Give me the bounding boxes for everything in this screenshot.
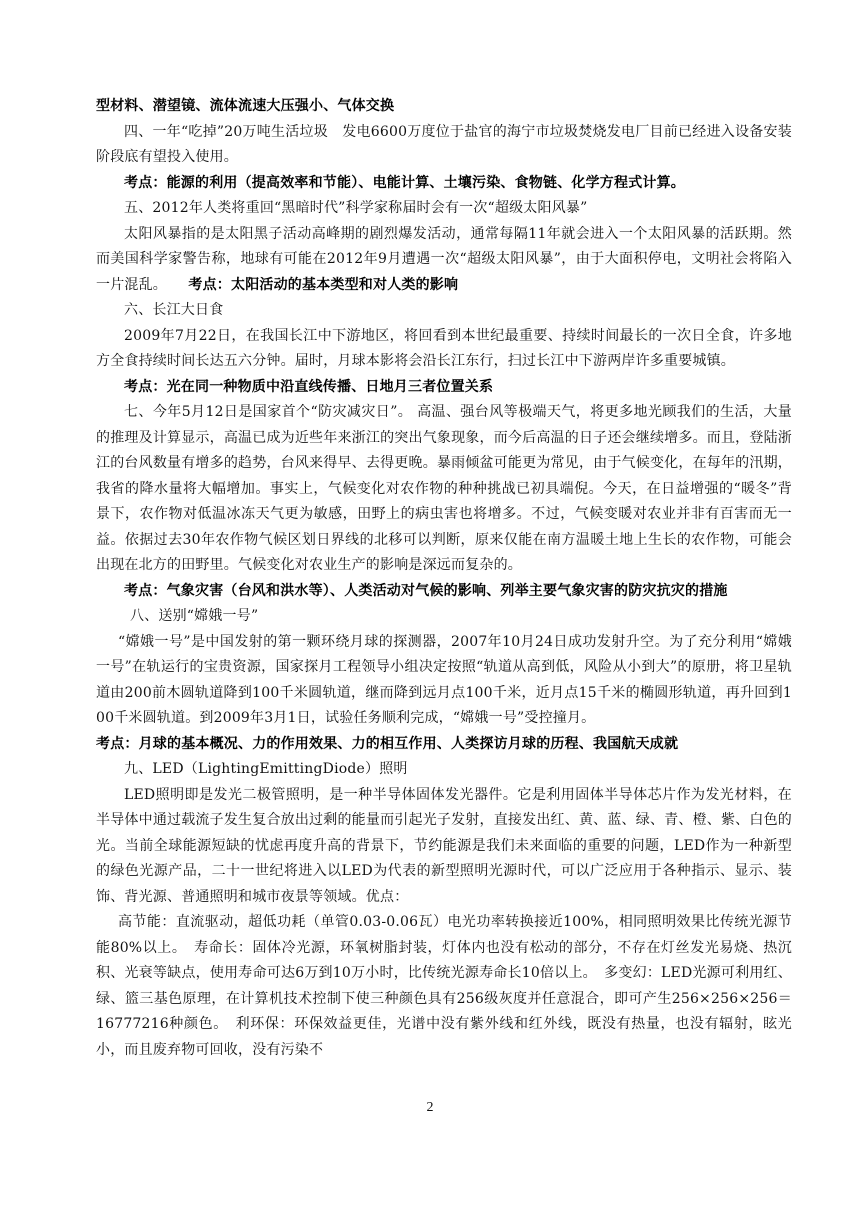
topic-continuation: 型材料、潜望镜、流体流速大压强小、气体交换	[96, 98, 395, 114]
section-six-heading: 六、长江大日食	[124, 302, 224, 318]
section-nine-body: LED照明即是发光二极管照明，是一种半导体固体发光器件。它是利用固体半导体芯片作为发光材料，在半导体中通过载流子发生复合放出过剩的能量而引起光子发射，直接发出红、黄、蓝、绿、青、橙、紫、白色的光。当前全球能源短缺的忧虑再度升高的背景下，节约能源是我们未来面临的重要的问题，LED作为一种新型的绿色光源产品，二十一世纪将进入以LED为代表的新型照明光源时代，可以广泛应用于各种指示、显示、装饰、背光源、普通照明和城市夜景等领域。优点：	[96, 786, 792, 905]
section-five-heading: 五、2012年人类将重回“黑暗时代”科学家称届时会有一次“超级太阳风暴”	[124, 200, 588, 216]
exam-point-seven: 考点：气象灾害（台风和洪水等）、人类活动对气候的影响、列举主要气象灾害的防灾抗灾的措施	[124, 582, 728, 599]
section-eight-body: “嫦娥一号”是中国发射的第一颗环绕月球的探测器，2007年10月24日成功发射升空。为了充分利用“嫦娥一号”在轨运行的宝贵资源，国家探月工程领导小组决定按照“轨道从高到低，风险从小到大”的原册，将卫星轨道由200前木圆轨道降到100千米圆轨道，继而降到远月点100千米，近月点15千米的椭圆形轨道，再升回到100千米圆轨道。到2009年3月1日，试验任务顺利完成，“嫦娥一号”受控撞月。	[96, 633, 792, 726]
section-eight-heading: 八、送别“嫦娥一号”	[130, 608, 259, 624]
section-nine-heading	[96, 757, 792, 783]
section-six-body: 2009年7月22日，在我国长江中下游地区，将回看到本世纪最重要、持续时间最长的一次日全食，许多地方全食持续时间长达五六分钟。届时，月球本影将会沿长江东行，扫过长江中下游两岸许多重要城镇。	[96, 327, 792, 369]
exam-point-six: 考点：光在同一种物质中沿直线传播、日地月三者位置关系	[124, 378, 494, 395]
page-number: 2	[426, 1100, 434, 1115]
page-content	[96, 94, 792, 1063]
exam-point-four: 考点：能源的利用（提高效率和节能）、电能计算、土壤污染、食物链、化学方程式计算。	[124, 174, 685, 191]
exam-point-five: 考点：太阳活动的基本类型和对人类的影响	[188, 276, 459, 293]
led-advantages: 高节能：直流驱动，超低功耗（单管0.03-0.06瓦）电光功率转换接近100%，相同照明效果比传统光源节能80%以上。 寿命长：固体冷光源，环氧树脂封装，灯体内也没有松动的部分，不存在灯丝发光易烧、热沉积、光衰等缺点，使用寿命可达6万到10万小时，比传统光源寿命长10倍以上。 多变幻：LED光源可利用红、绿、篮三基色原理，在计算机技术控制下使三种颜色具有256级灰度并任意混合，即可产生256×256×256＝16777216种颜色。 利环保：环保效益更佳，光谱中没有紫外线和红外线，既没有热量，也没有辐射，眩光小，而且废弃物可回收，没有污染不	[96, 914, 792, 1058]
section-nine-title: 九、LED（LightingEmittingDiode）照明	[124, 761, 408, 777]
section-four-heading: 四、一年“吃掉”20万吨生活垃圾 发电6600万度位于盐官的海宁市垃圾焚烧发电厂目前已经进入设备安装阶段底有望投入使用。	[96, 123, 792, 165]
exam-point-eight: 考点：月球的基本概况、力的作用效果、力的相互作用、人类探访月球的历程、我国航天成就	[96, 735, 679, 752]
section-seven-body: 七、今年5月12日是国家首个“防灾减灾日”。 高温、强台风等极端天气，将更多地光顾我们的生活，大量的推理及计算显示，高温已成为近些年来浙江的突出气象现象，而今后高温的日子还会继续增多。而且，登陆浙江的台风数量有增多的趋势，台风来得早、去得更晚。暴雨倾盆可能更为常见，由于气候变化，在每年的汛期，我省的降水量将大幅增加。事实上，气候变化对农作物的种种挑战已初具端倪。今天，在日益增强的“暖冬”背景下，农作物对低温冰冻天气更为敏感，田野上的病虫害也将增多。不过，气候变暖对农业并非有百害而无一益。依据过去30年农作物气候区划日界线的北移可以判断，原来仅能在南方温暖土地上生长的农作物，可能会出现在北方的田野里。气候变化对农业生产的影响是深远而复杂的。	[96, 404, 792, 573]
section-five-text: 太阳风暴指的是太阳黑子活动高峰期的剧烈爆发活动，通常每隔11年就会进入一个太阳风暴的活跃期。然而美国科学家警告称，地球有可能在2012年9月遭遇一次“超级太阳风暴”，由于大面积停电，文明社会将陷入一片混乱。	[96, 225, 792, 293]
exam-point-five-spacer	[160, 277, 188, 293]
section-five-body	[96, 222, 792, 299]
